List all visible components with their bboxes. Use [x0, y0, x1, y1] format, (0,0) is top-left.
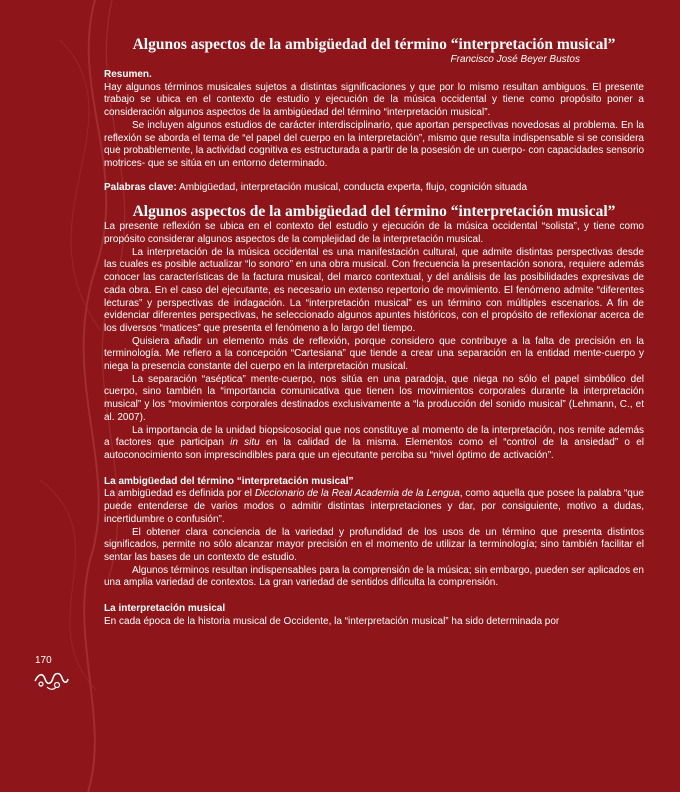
page-number: 170 — [35, 655, 52, 666]
body-paragraph: La importancia de la unidad biopsicosocial que nos constituye al momento de la interpretación, nos remite además a factores que participan in situ en la calidad de la misma. Elementos como el “control de la ansiedad” o el autoconocimiento son imprescindibles para que un ejecutante perciba su “nivel óptimo de activación”. — [104, 424, 644, 461]
body-paragraph: Algunos términos resultan indispensables para la comprensión de la música; sin embargo, pueden ser aplicados en una amplia variedad de contextos. La gran variedad de sentidos dificulta la comprensión. — [104, 564, 644, 589]
keywords-text: Ambigüedad, interpretación musical, conducta experta, flujo, cognición situada — [176, 181, 528, 193]
keywords-label: Palabras clave: — [104, 181, 177, 193]
body-paragraph: El obtener clara conciencia de la variedad y profundidad de los usos de un término que presenta distintos significados, permite no sólo alcanzar mayor precisión en el momento de utilizar la terminología; sino también facilitar el sentar las bases de un contexto de estudio. — [104, 526, 644, 563]
section-title: Algunos aspectos de la ambigüedad del término “interpretación musical” — [132, 203, 616, 221]
body-paragraph: Quisiera añadir un elemento más de reflexión, porque considero que contribuye a la falta de precisión en la terminología. Me refiero a la concepción “Cartesiana” que tiende a crear una separación en la entidad mente-cuerpo y niega la presencia constante del cuerpo en la interpretación musical. — [104, 335, 644, 373]
body-paragraph: La interpretación de la música occidental es una manifestación cultural, que admite distintas perspectivas desde las cuales es posible actualizar “lo sonoro” en una obra musical. Con frecuencia la presentación sonora, requiere además conocer las características de la factura musical, del marco contextual, y del análisis de las posibilidades expresivas de cada obra. En el caso del ejecutante, es necesario un extenso repertorio de movimiento. El fenómeno admite “diferentes lecturas” y perspectivas de indagación. La “interpretación musical” es un término con múltiples escenarios. A fin de evidenciar diferentes perspectivas, he seleccionado algunos apuntes históricos, con el propósito de reflexionar acerca de los diversos “matices” que presenta el fenómeno a lo largo del tiempo. — [104, 246, 644, 334]
article-title: Algunos aspectos de la ambigüedad del término “interpretación musical” — [132, 36, 616, 53]
body-paragraph: La presente reflexión se ubica en el contexto del estudio y ejecución de la música occidental “solista”, y tiene como propósito considerar algunos aspectos de la complejidad de la interpretación musical. — [104, 221, 644, 246]
body-paragraph: La ambigüedad es definida por el Diccionario de la Real Academia de la Lengua, como aquella que posee la palabra “que puede entenderse de varios modos o admitir distintas interpretaciones y dar, por consiguiente, motivo a dudas, incertidumbre o confusión”. — [104, 488, 644, 525]
ornament-flourish-icon — [33, 669, 69, 691]
author-name: Francisco José Beyer Bustos — [450, 54, 580, 65]
subsection-heading: La ambigüedad del término “interpretación musical” — [104, 475, 354, 487]
body-paragraph: En cada época de la historia musical de Occidente, la “interpretación musical” ha sido determinada por — [104, 615, 560, 627]
page-content — [104, 36, 644, 628]
keywords-line — [104, 182, 644, 195]
body-paragraph: La separación “aséptica” mente-cuerpo, nos sitúa en una paradoja, que niega no sólo el papel simbólico del cuerpo, sino también la “importancia comunicativa que tienen los movimientos corporales durante la interpretación musical” y los “movimientos corporales destinados exclusivamente a “la producción del sonido musical” (Lehmann, C., et al. 2007). — [104, 373, 644, 423]
abstract-heading: Resumen. — [104, 69, 152, 80]
abstract-paragraph: Se incluyen algunos estudios de carácter interdisciplinario, que aportan perspectivas novedosas al problema. En la reflexión se aborda el tema de “el papel del cuerpo en la interpretación”, mismo que resulta indispensable si se considera que probablemente, la actividad cognitiva es estructurada a partir de la posesión de un cuerpo- con capacidades sensorio motrices- que se sitúa en un entorno determinado. — [104, 119, 644, 169]
abstract-paragraph: Hay algunos términos musicales sujetos a distintas significaciones y que por lo mismo resultan ambiguos. El presente trabajo se ubica en el contexto de estudio y ejecución de la música occidental y tiene como propósito poner a consideración algunos aspectos de la ambigüedad del término “interpretación musical”. — [104, 81, 644, 119]
subsection-heading: La interpretación musical — [104, 603, 226, 615]
